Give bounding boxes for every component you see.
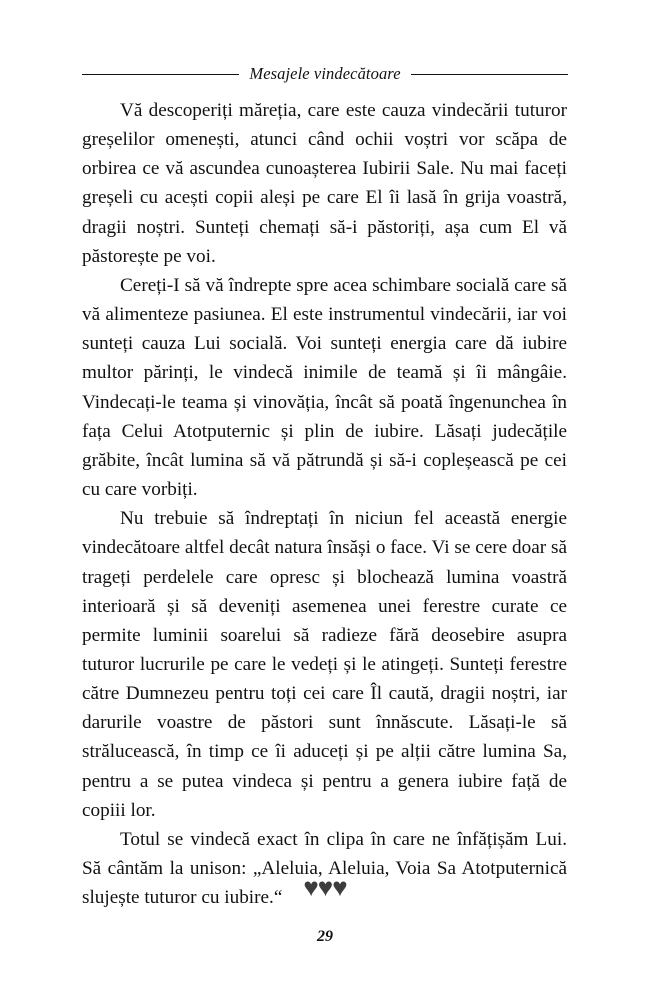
body-text [82,96,567,912]
paragraph-2: Cereți-I să vă îndrepte spre acea schimbare socială care să vă alimenteze pasiunea. El este instrumentul vindecării, iar voi sunteți cauza Lui socială. Voi sunteți energia care dă iubire multor părinți, le vindecă inimile de teamă și îi mângâie. Vindecați-le teama și vinovăția, încât să poată îngenunchea în fața Celui Atotputernic și plin de iubire. Lăsați judecățile grăbite, încât lumina să vă pătrundă și să-i copleșească pe cei cu care vorbiți. [82,274,567,501]
paragraph-1: Vă descoperiți măreția, care este cauza vindecării tuturor greșelilor omenești, atunci când ochii voștri vor scăpa de orbirea ce vă ascundea cunoașterea Iubirii Sale. Nu mai faceți greșeli cu acești copii aleși pe care El îi lasă în grija voastră, dragii noștri. Sunteți chemați să-i păstoriți, așa cum El vă păstorește pe voi. [82,100,567,267]
header-rule-left [82,74,239,75]
running-header [82,62,568,86]
header-rule-right [411,74,568,75]
three-hearts-icon: ♥♥♥ [303,873,347,902]
header-title: Mesajele vindecătoare [249,64,401,83]
paragraph-4: Totul se vindecă exact în clipa în care ne înfățișăm Lui. Să cântăm la unison: „Aleluia, Aleluia, Voia Sa Atotputernică slujește tuturor cu iubire.“ [82,828,567,909]
paragraph-3: Nu trebuie să îndreptați în niciun fel această energie vindecătoare altfel decât natura însăși o face. Vi se cere doar să trageți perdelele care opresc și blochează lumina voastră interioară și să deveniți asemenea unei ferestre curate ce permite luminii soarelui să radieze fără deosebire asupra tuturor lucrurile pe care le vedeți și le atingeți. Sunteți ferestre către Dumnezeu pentru toți cei care Îl caută, dragii noștri, iar darurile voastre de păstori sunt înnăscute. Lăsați-le să strălucească, în timp ce îi aduceți și pe alții către lumina Sa, pentru a se putea vindeca și pentru a genera iubire față de copiii lor. [82,508,567,821]
page-number: 29 [317,928,333,945]
